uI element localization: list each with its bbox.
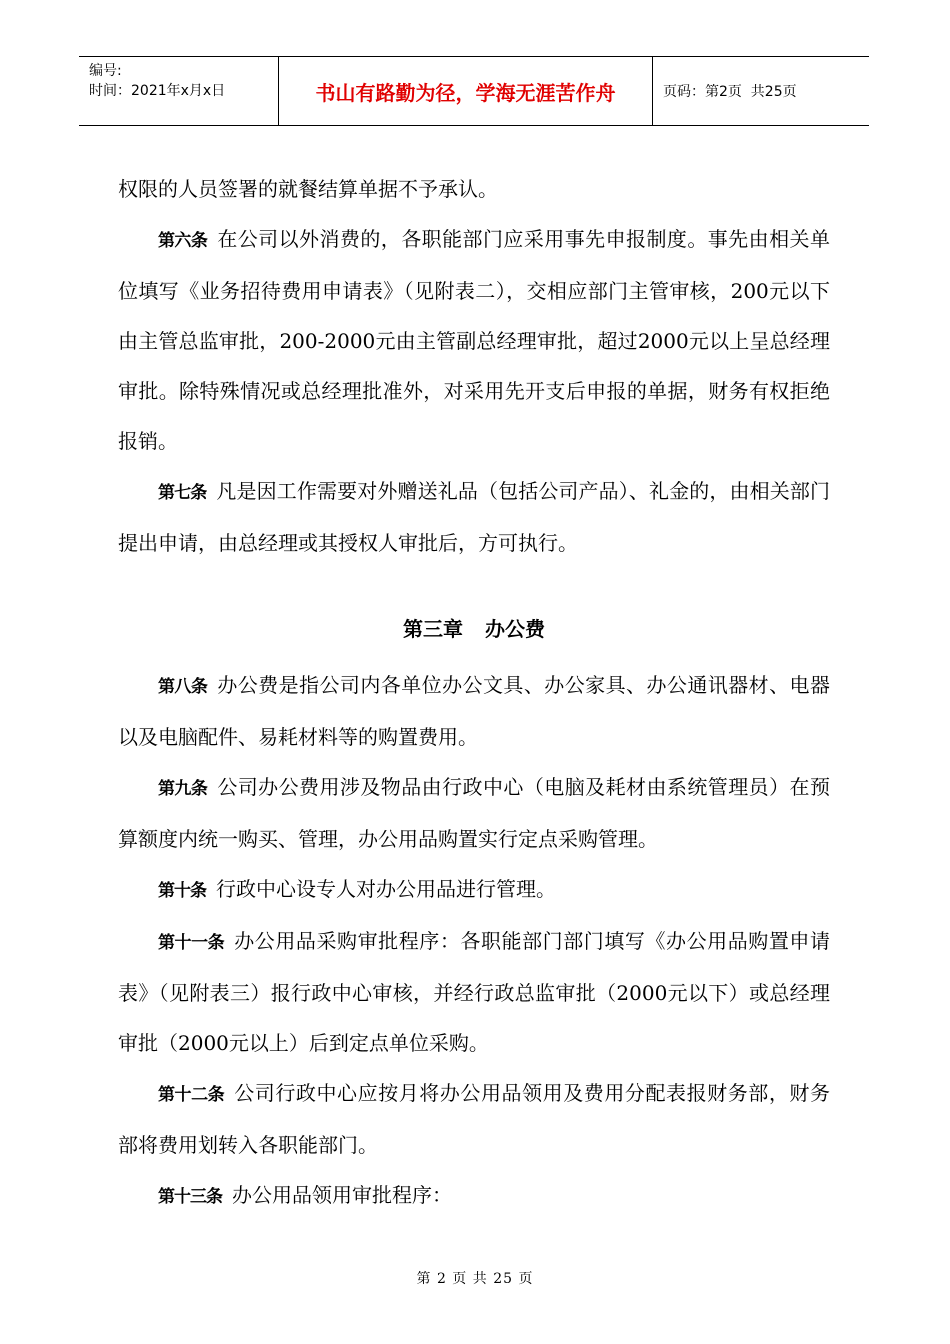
paragraph-continued: 权限的人员签署的就餐结算单据不予承认。 [118, 177, 498, 201]
header-motto [279, 57, 653, 125]
article-9-text: 公司办公费用涉及物品由行政中心（电脑及耗材由系统管理员）在预算额度内统一购买、管理，办公用品购置实行定点采购管理。 [118, 775, 830, 851]
document-time-label: 时间：2021年x月x日 [89, 83, 226, 99]
chapter-heading [118, 568, 830, 660]
header-meta [79, 57, 279, 125]
article-13 [118, 1170, 830, 1222]
article-13-text: 办公用品领用审批程序： [232, 1183, 452, 1207]
article-11 [118, 916, 830, 1068]
article-11-text: 办公用品采购审批程序：各职能部门部门填写《办公用品购置申请表》（见附表三）报行政中心审核，并经行政总监审批（2000元以下）或总经理审批（2000元以上）后到定点单位采购。 [118, 929, 830, 1055]
article-6 [118, 214, 830, 466]
document-number-label: 编号: [89, 63, 122, 79]
article-12-title: 第十二条 [158, 1085, 225, 1105]
article-8-title: 第八条 [158, 677, 208, 697]
article-7-title: 第七条 [158, 483, 207, 503]
article-9-title: 第九条 [158, 779, 208, 799]
article-7-text: 凡是因工作需要对外赠送礼品（包括公司产品）、礼金的，由相关部门提出申请，由总经理或其授权人审批后，方可执行。 [118, 479, 831, 555]
article-6-text: 在公司以外消费的，各职能部门应采用事先申报制度。事先由相关单位填写《业务招待费用申请表》（见附表二），交相应部门主管审核，200元以下由主管总监审批，200-2000元由主管副总经理审批，超过2000元以上呈总经理审批。除特殊情况或总经理批准外，对采用先开支后申报的单据，财务有权拒绝报销。 [118, 227, 830, 453]
page-footer [0, 1268, 950, 1288]
article-10-title: 第十条 [158, 881, 206, 901]
article-9 [118, 762, 830, 864]
motto-text: 书山有路勤为径，学海无涯苦作舟 [315, 80, 616, 105]
article-8 [118, 660, 830, 762]
chapter-number: 第三章 [403, 617, 463, 641]
document-body [118, 164, 830, 1222]
article-13-title: 第十三条 [158, 1187, 222, 1207]
article-10-text: 行政中心设专人对办公用品进行管理。 [216, 877, 556, 901]
article-11-title: 第十一条 [158, 933, 225, 953]
article-7 [118, 466, 830, 568]
article-6-title: 第六条 [158, 231, 208, 251]
header-page-info [653, 57, 869, 125]
article-12-text: 公司行政中心应按月将办公用品领用及费用分配表报财务部，财务部将费用划转入各职能部门。 [118, 1081, 830, 1157]
page-header [79, 56, 869, 126]
article-12 [118, 1068, 830, 1170]
article-8-text: 办公费是指公司内各单位办公文具、办公家具、办公通讯器材、电器以及电脑配件、易耗材料等的购置费用。 [118, 673, 830, 749]
footer-page-number: 第 2 页 共 25 页 [416, 1271, 534, 1287]
page-info-text: 页码：第2页 共25页 [663, 84, 797, 100]
chapter-title: 办公费 [485, 617, 545, 641]
article-10 [118, 864, 830, 916]
